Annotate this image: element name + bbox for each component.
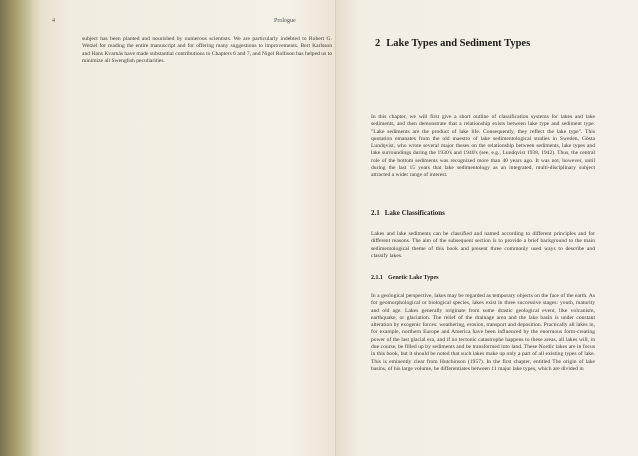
- chapter-heading: [375, 38, 530, 49]
- section-paragraph: Lakes and lake sediments can be classified and named according to different principles and for different reasons. The aim of the subsequent section is to provide a brief background to the main sedimentological theme of this book and present three commonly used ways to describe and classify lakes.: [371, 231, 595, 259]
- chapter-title: Lake Types and Sediment Types: [386, 38, 531, 49]
- subsection-number: 2.1.1: [371, 275, 383, 281]
- chapter-intro-paragraph: In this chapter, we will first give a short outline of classification systems for lakes and lake sediments, and then demonstrate that a relationship exists between lake type and sediment type. "Lake sediments are the product of lake life. Consequently, they reflect the lake type". This quotation emanates from the old maestro of lake sedimentological studies in Sweden, Gösta Lundqvist, who wrote several major theses on the relationship between sediments, lake types and lake surroundings during the 1930's and 1940's (see, e.g., Lundqvist 1938, 1942). Thus, the central role of the bottom sediments was recognized more than 40 years ago. It was not, however, until during the last 15 years that lake sedimentology as an integrated, multi-disciplinary subject attracted a wider range of interest.: [371, 114, 595, 179]
- section-heading: [371, 209, 445, 217]
- subsection-title: Genetic Lake Types: [388, 275, 439, 281]
- page-number: 4: [52, 18, 55, 24]
- section-title: Lake Classifications: [384, 209, 445, 217]
- right-page: [336, 0, 638, 456]
- left-page: [42, 0, 336, 456]
- subsection-heading: [371, 275, 438, 281]
- subsection-paragraph: In a geological perspective, lakes may be regarded as temporary objects on the face of the earth. As for geomorphological or biological species, lakes exist in three successive stages: youth, maturity and old age. Lakes generally originate from some drastic geological event, like volcanism, earthquake, or glaciation. The relief of the drainage area and the lake basin is under constant alteration by exogenic forces: weathering, erosion, transport and deposition. Practically all lakes in, for example, northern Europe and America have been influenced by the enormous form-creating power of the last glacial era, and if no tectonic catastrophe happens to these areas, all lakes will, in due course, be filled up by sediments and be transformed into land. These Nordic lakes are in focus in this book, but it should be noted that such lakes make up only a part of all existing types of lake. This is eminently clear from Hutchinson (1957). In the first chapter, entitled The origin of lake basins, of his large volume, he differentiates between 11 major lake types, which are divided in: [371, 293, 595, 372]
- section-number: 2.1: [371, 209, 380, 217]
- running-head: Prologue: [274, 18, 296, 24]
- prologue-paragraph: subject has been planted and nourished by numerous scientists. We are particularly indebted to Robert G. Wetzel for reading the entire manuscript and for offering many suggestions to improvements. Bert Karlsson and Hans Kvarnäs have made substantial contributions to Chapters 6 and 7, and Nigel Rollison has helped us to minimize all Swenglish peculiarities.: [82, 36, 332, 64]
- chapter-number: 2: [375, 38, 381, 49]
- book-binding: [0, 0, 42, 456]
